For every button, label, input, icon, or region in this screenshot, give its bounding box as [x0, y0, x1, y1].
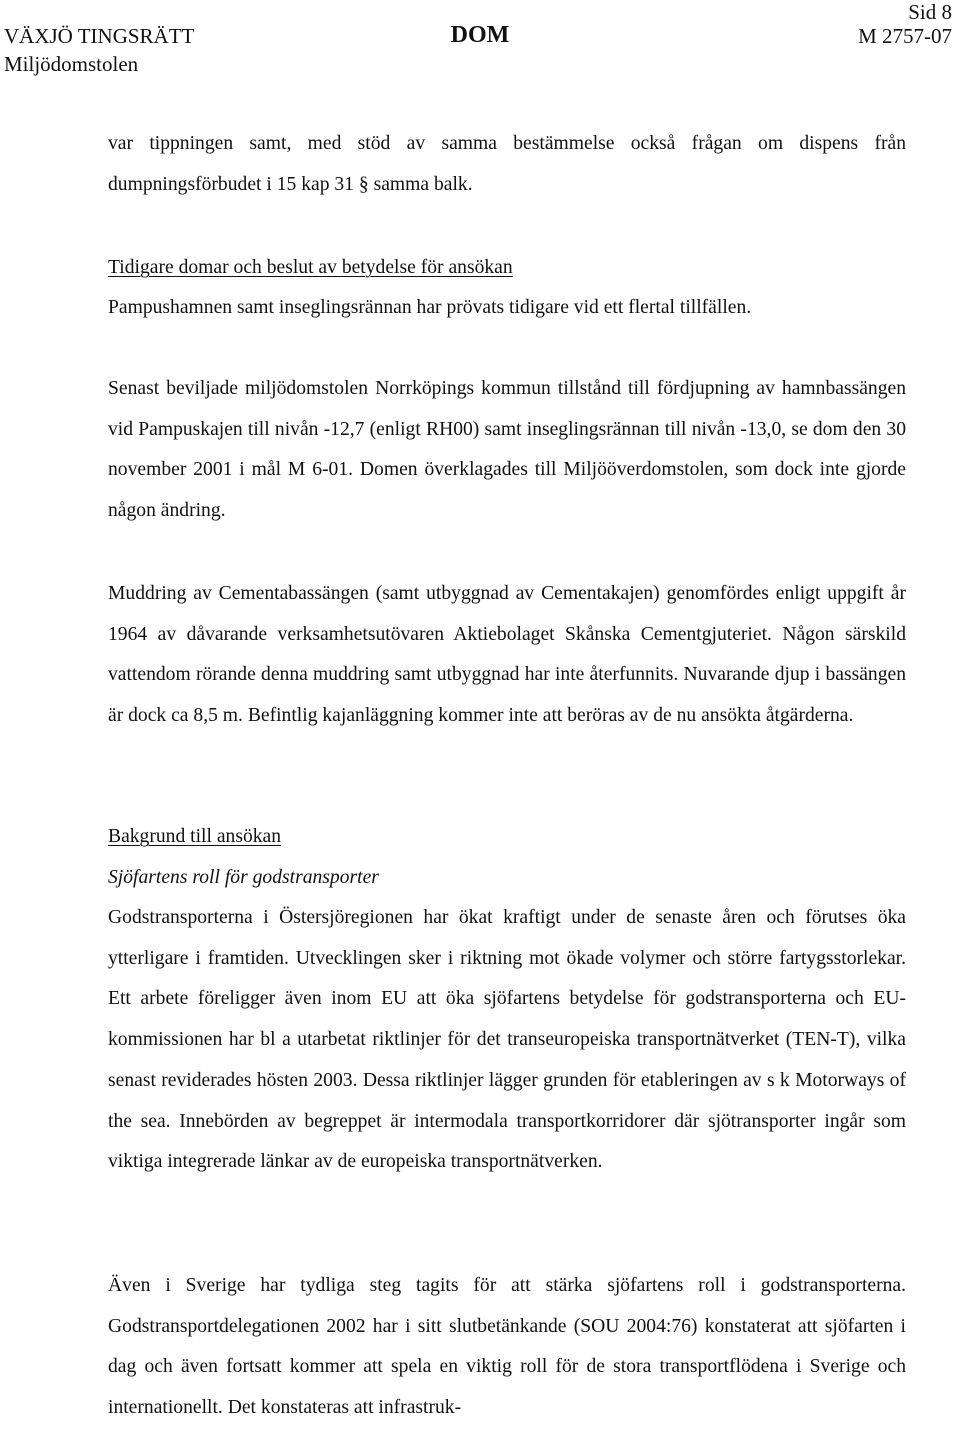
paragraph-godstransporterna: Godstransporterna i Östersjöregionen har ökat kraftigt under de senaste åren och förutses öka ytterligare i framtiden. Utvecklingen sker i riktning mot ökade volymer och större fartygsstorlekar. Ett arbete föreligger även inom EU att öka sjöfartens betydelse för godstransporterna och EU-kommissionen har bl a utarbetat riktlinjer för det transeuropeiska transportnätverket (TEN-T), vilka senast reviderades hösten 2003. Dessa riktlinjer lägger grunden för etableringen av s k Motorways of the sea. Innebörden av begreppet är intermodala transportkorridorer där sjötransporter ingår som viktiga integrerade länkar av de europeiska transportnätverken. [108, 907, 906, 1173]
paragraph-dispens: var tippningen samt, med stöd av samma bestämmelse också frågan om dispens från dumpningsförbudet i 15 kap 31 § samma balk. [108, 133, 906, 195]
heading-tidigare-domar: Tidigare domar och beslut av betydelse för ansökan [108, 257, 513, 278]
paragraph-muddring: Muddring av Cementabassängen (samt utbyggnad av Cementakajen) genomfördes enligt uppgift år 1964 av dåvarande verksamhetsutövaren Aktiebolaget Skånska Cementgjuteriet. Någon särskild vattendom rörande denna muddring samt utbyggnad har inte återfunnits. Nuvarande djup i bassängen är dock ca 8,5 m. Befintlig kajanläggning kommer inte att beröras av de nu ansökta åtgärderna. [108, 583, 906, 727]
document-type: DOM [450, 22, 510, 48]
heading-bakgrund: Bakgrund till ansökan [108, 826, 282, 847]
paragraph-senast-beviljade: Senast beviljade miljödomstolen Norrköpings kommun tillstånd till fördjupning av hamnbassängen vid Pampuskajen till nivån -12,7 (enligt RH00) samt inseglingsrännan till nivån -13,0, se dom den 30 november 2001 i mål M 6-01. Domen överklagades till Miljööverdomstolen, som dock inte gjorde någon ändring. [108, 378, 906, 522]
subheading-sjofartens-roll: Sjöfartens roll för godstransporter [108, 867, 379, 888]
paragraph-pampushamnen: Pampushamnen samt inseglingsrännan har prövats tidigare vid ett flertal tillfällen. [108, 297, 752, 318]
department-name: Miljödomstolen [4, 52, 139, 76]
page-number: Sid 8 [908, 0, 952, 24]
paragraph-aven-i-sverige: Även i Sverige har tydliga steg tagits för att stärka sjöfartens roll i godstransporterna. Godstransportdelegationen 2002 har i sitt slutbetänkande (SOU 2004:76) konstaterat att sjöfarten i dag och även fortsatt kommer att spela en viktig roll för de stora transportflödena i Sverige och internationellt. Det konstateras att infrastruk- [108, 1275, 906, 1419]
court-name: VÄXJÖ TINGSRÄTT [4, 24, 195, 48]
case-number: M 2757-07 [858, 24, 952, 48]
